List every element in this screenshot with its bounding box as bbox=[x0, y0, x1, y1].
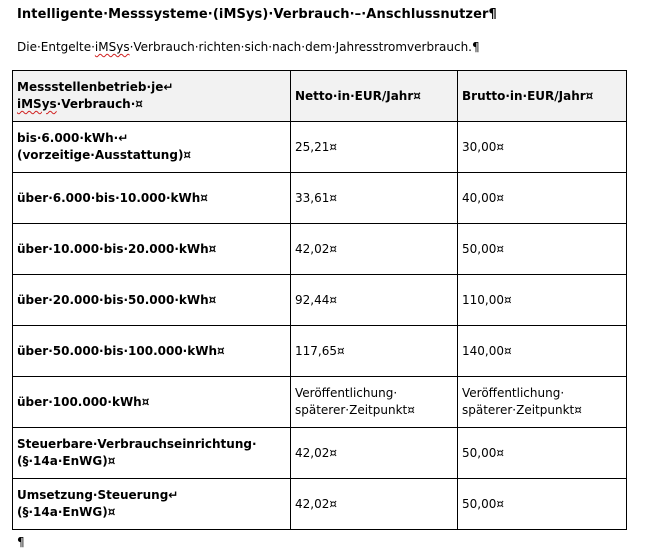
gross-price-text: 50,00¤ bbox=[462, 496, 504, 511]
row-label-cell bbox=[13, 275, 291, 326]
net-price-text: 33,61¤ bbox=[295, 190, 337, 205]
row-label-text: über·10.000·bis·20.000·kWh¤ bbox=[17, 241, 217, 256]
gross-price-cell bbox=[458, 326, 627, 377]
row-label-text: über·50.000·bis·100.000·kWh¤ bbox=[17, 343, 225, 358]
gross-price-cell bbox=[458, 224, 627, 275]
row-label-cell bbox=[13, 428, 291, 479]
table-row bbox=[13, 224, 627, 275]
table-row bbox=[13, 428, 627, 479]
row-label-cell bbox=[13, 479, 291, 530]
header-net-label: Netto·in·EUR/Jahr¤ bbox=[295, 88, 421, 103]
net-price-cell bbox=[291, 479, 458, 530]
net-price-text: 42,02¤ bbox=[295, 445, 337, 460]
gross-price-cell bbox=[458, 377, 627, 428]
fee-table bbox=[12, 70, 627, 530]
table-row bbox=[13, 173, 627, 224]
row-label-text: (vorzeitige·Ausstattung)¤ bbox=[17, 148, 192, 162]
net-price-cell bbox=[291, 377, 458, 428]
net-price-cell bbox=[291, 224, 458, 275]
row-label-text: bis·6.000·kWh·↵ bbox=[17, 131, 129, 145]
header-cell-category bbox=[13, 71, 291, 122]
header-cell-net bbox=[291, 71, 458, 122]
header-cell-gross bbox=[458, 71, 627, 122]
row-label-text: über·20.000·bis·50.000·kWh¤ bbox=[17, 292, 217, 307]
table-row bbox=[13, 326, 627, 377]
row-label-text: (§·14a·EnWG)¤ bbox=[17, 454, 116, 468]
gross-price-cell bbox=[458, 173, 627, 224]
spellcheck-flagged-word: iMSys bbox=[94, 40, 130, 54]
gross-price-text: späterer·Zeitpunkt¤ bbox=[462, 403, 582, 417]
row-label-cell bbox=[13, 173, 291, 224]
row-label-text: über·6.000·bis·10.000·kWh¤ bbox=[17, 190, 208, 205]
table-row bbox=[13, 479, 627, 530]
row-label-cell bbox=[13, 122, 291, 173]
header-category-line-2 bbox=[17, 96, 286, 113]
gross-price-cell bbox=[458, 122, 627, 173]
net-price-cell bbox=[291, 326, 458, 377]
row-label-text: über·100.000·kWh¤ bbox=[17, 394, 150, 409]
row-label-cell bbox=[13, 224, 291, 275]
gross-price-text: 40,00¤ bbox=[462, 190, 504, 205]
net-price-text: 25,21¤ bbox=[295, 139, 337, 154]
net-price-cell bbox=[291, 275, 458, 326]
net-price-text: 42,02¤ bbox=[295, 496, 337, 511]
net-price-cell bbox=[291, 173, 458, 224]
gross-price-text: 110,00¤ bbox=[462, 292, 512, 307]
net-price-text: Veröffentlichung· bbox=[295, 386, 398, 400]
header-gross-label: Brutto·in·EUR/Jahr¤ bbox=[462, 88, 594, 103]
net-price-text: 117,65¤ bbox=[295, 343, 345, 358]
gross-price-text: 50,00¤ bbox=[462, 445, 504, 460]
table-row bbox=[13, 122, 627, 173]
paragraph-mark: ¶ bbox=[17, 535, 25, 549]
header-category-line-2-rest: ·Verbrauch·¤ bbox=[56, 97, 143, 111]
row-label-text: Umsetzung·Steuerung↵ bbox=[17, 488, 179, 502]
gross-price-cell bbox=[458, 428, 627, 479]
net-price-text: 92,44¤ bbox=[295, 292, 337, 307]
row-label-cell bbox=[13, 377, 291, 428]
row-label-text: Steuerbare·Verbrauchseinrichtung· bbox=[17, 437, 257, 451]
gross-price-text: 50,00¤ bbox=[462, 241, 504, 256]
header-category-line-1: Messstellenbetrieb·je↵ bbox=[17, 80, 174, 94]
intro-text-end: ·Verbrauch·richten·sich·nach·dem·Jahresstromverbrauch.¶ bbox=[129, 40, 480, 54]
net-price-text: späterer·Zeitpunkt¤ bbox=[295, 403, 415, 417]
row-label-cell bbox=[13, 326, 291, 377]
spellcheck-flagged-word: iMSys bbox=[17, 97, 57, 111]
gross-price-text: 140,00¤ bbox=[462, 343, 512, 358]
document-title bbox=[17, 7, 497, 22]
table-header-row bbox=[13, 71, 627, 122]
row-label-text: (§·14a·EnWG)¤ bbox=[17, 505, 116, 519]
intro-paragraph bbox=[17, 40, 480, 54]
table-row bbox=[13, 377, 627, 428]
gross-price-cell bbox=[458, 275, 627, 326]
title-text: Intelligente·Messsysteme·(iMSys)·Verbrauch·–·Anschlussnutzer¶ bbox=[17, 7, 497, 22]
gross-price-text: 30,00¤ bbox=[462, 139, 504, 154]
gross-price-text: Veröffentlichung· bbox=[462, 386, 565, 400]
net-price-cell bbox=[291, 122, 458, 173]
intro-text-start: Die·Entgelte· bbox=[17, 40, 95, 54]
net-price-cell bbox=[291, 428, 458, 479]
net-price-text: 42,02¤ bbox=[295, 241, 337, 256]
table-row bbox=[13, 275, 627, 326]
gross-price-cell bbox=[458, 479, 627, 530]
